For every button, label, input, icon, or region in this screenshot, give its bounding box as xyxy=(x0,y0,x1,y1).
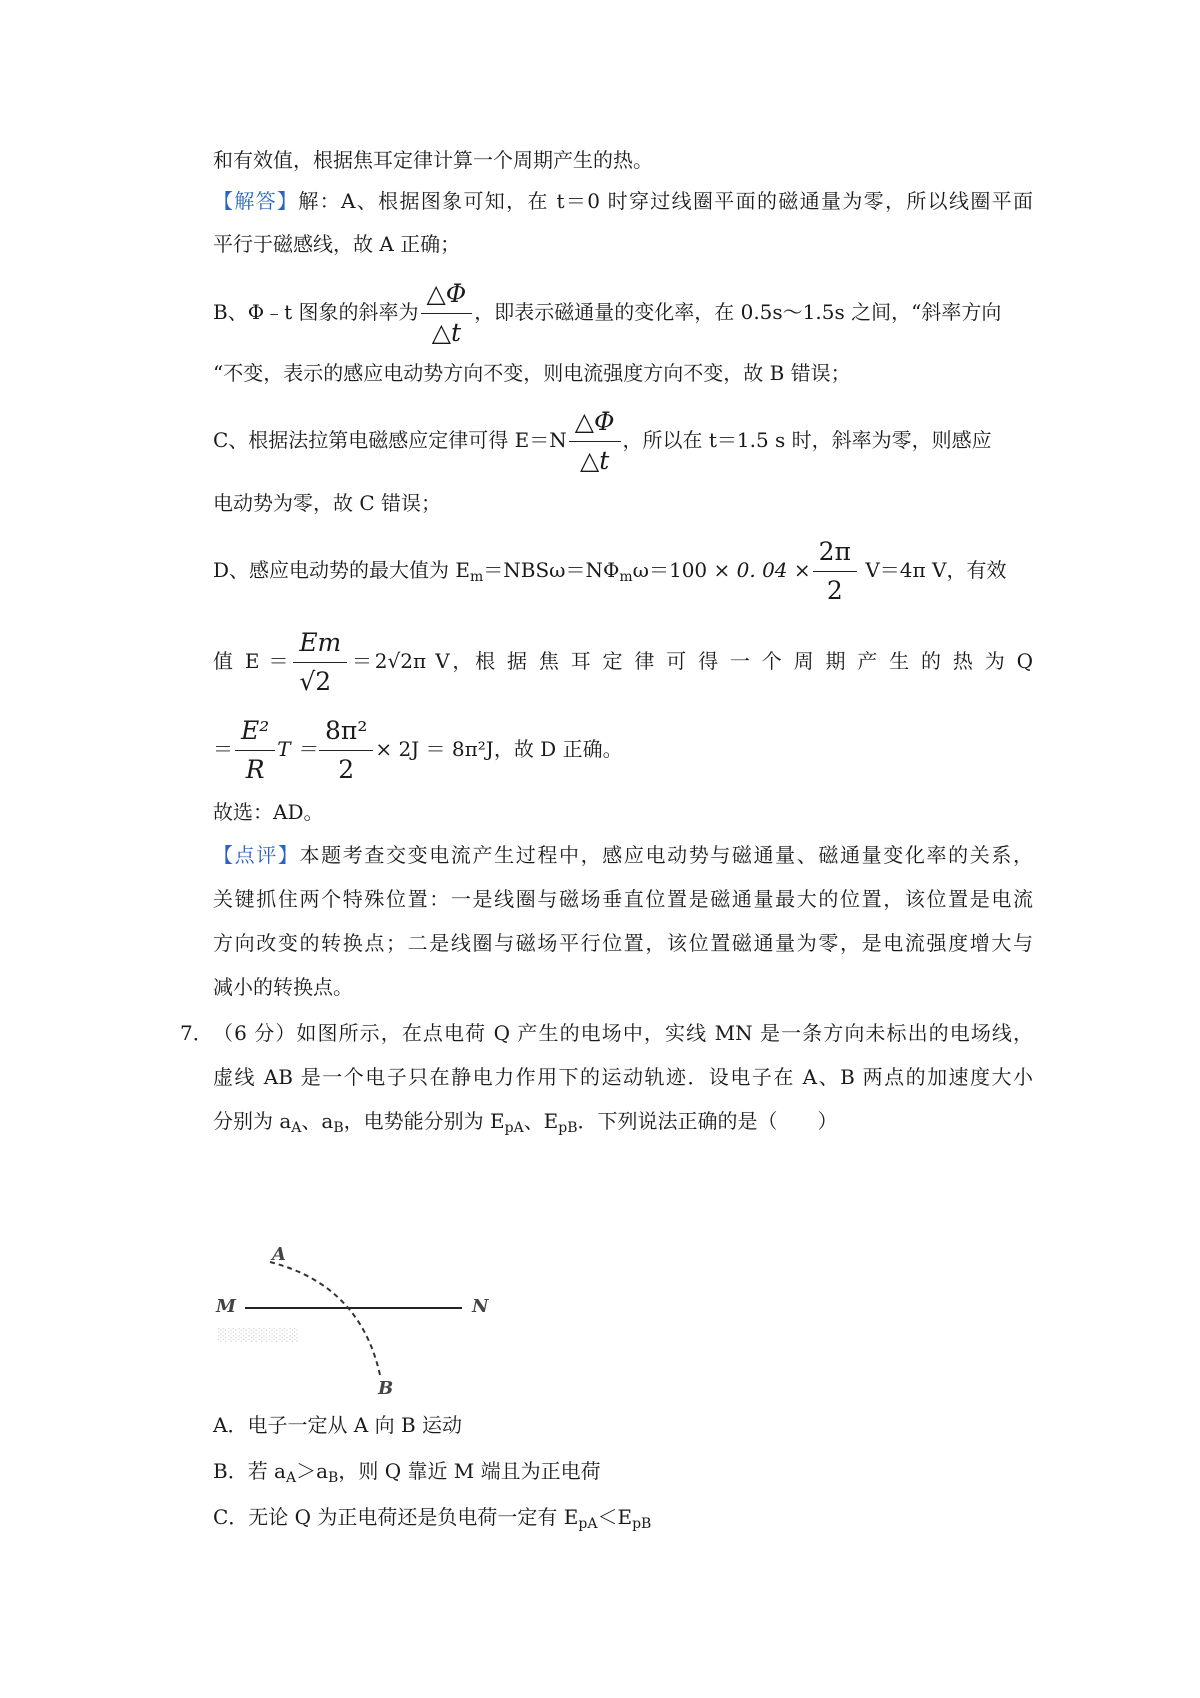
fraction-dphi-dt xyxy=(569,405,621,478)
subscript: m xyxy=(619,569,633,585)
fraction-e2-r xyxy=(235,714,275,787)
text-line: 关键抓住两个特殊位置：一是线圈与磁场垂直位置是磁通量最大的位置，该位置是电流 xyxy=(213,887,1033,911)
subscript: B xyxy=(333,1120,344,1136)
fraction-em-sqrt2 xyxy=(293,626,347,699)
text-span: ，即表示磁通量的变化率，在 0.5s～1.5s 之间，“斜率方向 xyxy=(474,300,1002,324)
fraction-denominator: 2 xyxy=(826,576,843,605)
text-span: V＝4π V，有效 xyxy=(858,558,1007,582)
label-n: N xyxy=(472,1296,489,1317)
text-span: × 0. 04 × xyxy=(713,558,811,582)
subscript: A xyxy=(291,1120,302,1136)
text-span: ，所以在 t＝1.5 s 时，斜率为零，则感应 xyxy=(622,428,992,452)
answer-line xyxy=(213,186,1033,216)
text-span: ＜E xyxy=(597,1505,633,1529)
fraction-numerator: Em xyxy=(293,626,347,663)
text-span: ．下列说法正确的是（ ） xyxy=(577,1109,838,1133)
text-span: ＝ xyxy=(213,737,233,761)
review-line xyxy=(213,840,1033,870)
text-line: 和有效值，根据焦耳定律计算一个周期产生的热。 xyxy=(213,148,653,172)
text-span: ，电势能分别为 E xyxy=(343,1109,505,1133)
formula-line-c xyxy=(213,405,1033,478)
subscript: pB xyxy=(558,1120,578,1136)
text-span: T ＝ xyxy=(277,737,317,761)
field-line-diagram xyxy=(210,1244,510,1400)
text-span: × 2J ＝ 8π²J，故 D 正确。 xyxy=(375,737,623,761)
fraction-8pi2-2 xyxy=(319,714,373,787)
review-text: 本题考查交变电流产生过程中，感应电动势与磁通量、磁通量变化率的关系， xyxy=(299,843,1034,867)
question-line: 虚线 AB 是一个电子只在静电力作用下的运动轨迹．设电子在 A、B 两点的加速度大小 xyxy=(213,1065,1033,1089)
fraction-2pi-2 xyxy=(813,535,857,608)
fraction-numerator: 2π xyxy=(813,535,857,572)
text-line: 平行于磁感线，故 A 正确； xyxy=(213,232,461,256)
fraction-denominator: △t xyxy=(579,446,610,475)
text-line: “不变，表示的感应电动势方向不变，则电流强度方向不变，故 B 错误； xyxy=(213,361,851,385)
question-line: （6 分）如图所示，在点电荷 Q 产生的电场中，实线 MN 是一条方向未标出的电场线， xyxy=(213,1021,1033,1045)
fraction-numerator: 8π² xyxy=(319,714,373,751)
text-span: 分别为 a xyxy=(213,1109,292,1133)
formula-line-q xyxy=(213,710,1033,788)
watermark: ░░░░░░░░ xyxy=(218,1328,300,1342)
trajectory-ab xyxy=(270,1262,380,1375)
text-span: 、a xyxy=(301,1109,334,1133)
subscript: pB xyxy=(632,1516,652,1532)
text-span: 根 据 焦 耳 定 律 可 得 一 个 周 期 产 生 的 热 为 Q xyxy=(475,649,1033,673)
text-line: 减小的转换点。 xyxy=(213,975,353,999)
option-a: A．电子一定从 A 向 B 运动 xyxy=(213,1413,463,1437)
option-c xyxy=(213,1502,1033,1539)
formula-line-d xyxy=(213,535,1033,612)
label-b: B xyxy=(378,1378,394,1399)
option-b xyxy=(213,1456,1033,1493)
text-line: 故选：AD。 xyxy=(213,800,324,824)
formula-line-e xyxy=(213,622,1033,700)
question-number: 7． xyxy=(180,1021,213,1045)
formula-line-b xyxy=(213,277,1033,350)
text-span: 值 E ＝ xyxy=(213,649,292,673)
text-span: ＝NBSω＝NΦ xyxy=(483,558,620,582)
subscript: pA xyxy=(578,1516,598,1532)
text-line: 电动势为零，故 C 错误； xyxy=(213,491,442,515)
text-span: B．若 a xyxy=(213,1459,286,1483)
fraction-denominator: R xyxy=(245,755,265,784)
fraction-numerator: E² xyxy=(235,714,275,751)
fraction-denominator: △t xyxy=(431,318,461,347)
review-tag: 【点评】 xyxy=(213,843,300,867)
text-span: C．无论 Q 为正电荷还是负电荷一定有 E xyxy=(213,1505,579,1529)
text-span: ＝2√2π V， xyxy=(349,649,476,673)
label-a: A xyxy=(272,1244,286,1265)
text-span: ＞a xyxy=(296,1459,329,1483)
text-span: ，则 Q 靠近 M 端且为正电荷 xyxy=(338,1459,601,1483)
text-span: ω＝100 xyxy=(632,558,714,582)
subscript: A xyxy=(285,1470,297,1486)
answer-tag: 【解答】 xyxy=(213,189,299,213)
diagram-svg xyxy=(210,1250,510,1400)
subscript: m xyxy=(470,569,484,585)
fraction-dphi-dt xyxy=(421,277,473,350)
fraction-numerator: △Φ xyxy=(421,277,473,314)
text-span: C、根据法拉第电磁感应定律可得 E＝N xyxy=(213,428,567,452)
text-span: B、Φ﹣t 图象的斜率为 xyxy=(213,300,419,324)
fraction-denominator: √2 xyxy=(299,667,332,696)
fraction-denominator: 2 xyxy=(338,755,355,784)
answer-text: 解：A、根据图象可知，在 t＝0 时穿过线圈平面的磁通量为零，所以线圈平面 xyxy=(298,189,1033,213)
question-line xyxy=(213,1106,1033,1143)
text-span: 、E xyxy=(523,1109,559,1133)
subscript: B xyxy=(328,1470,339,1486)
text-span: D、感应电动势的最大值为 E xyxy=(213,558,470,582)
label-m: M xyxy=(216,1296,236,1317)
subscript: pA xyxy=(504,1120,524,1136)
text-line: 方向改变的转换点；二是线圈与磁场平行位置，该位置磁通量为零，是电流强度增大与 xyxy=(213,931,1033,955)
fraction-numerator: △Φ xyxy=(569,405,621,442)
